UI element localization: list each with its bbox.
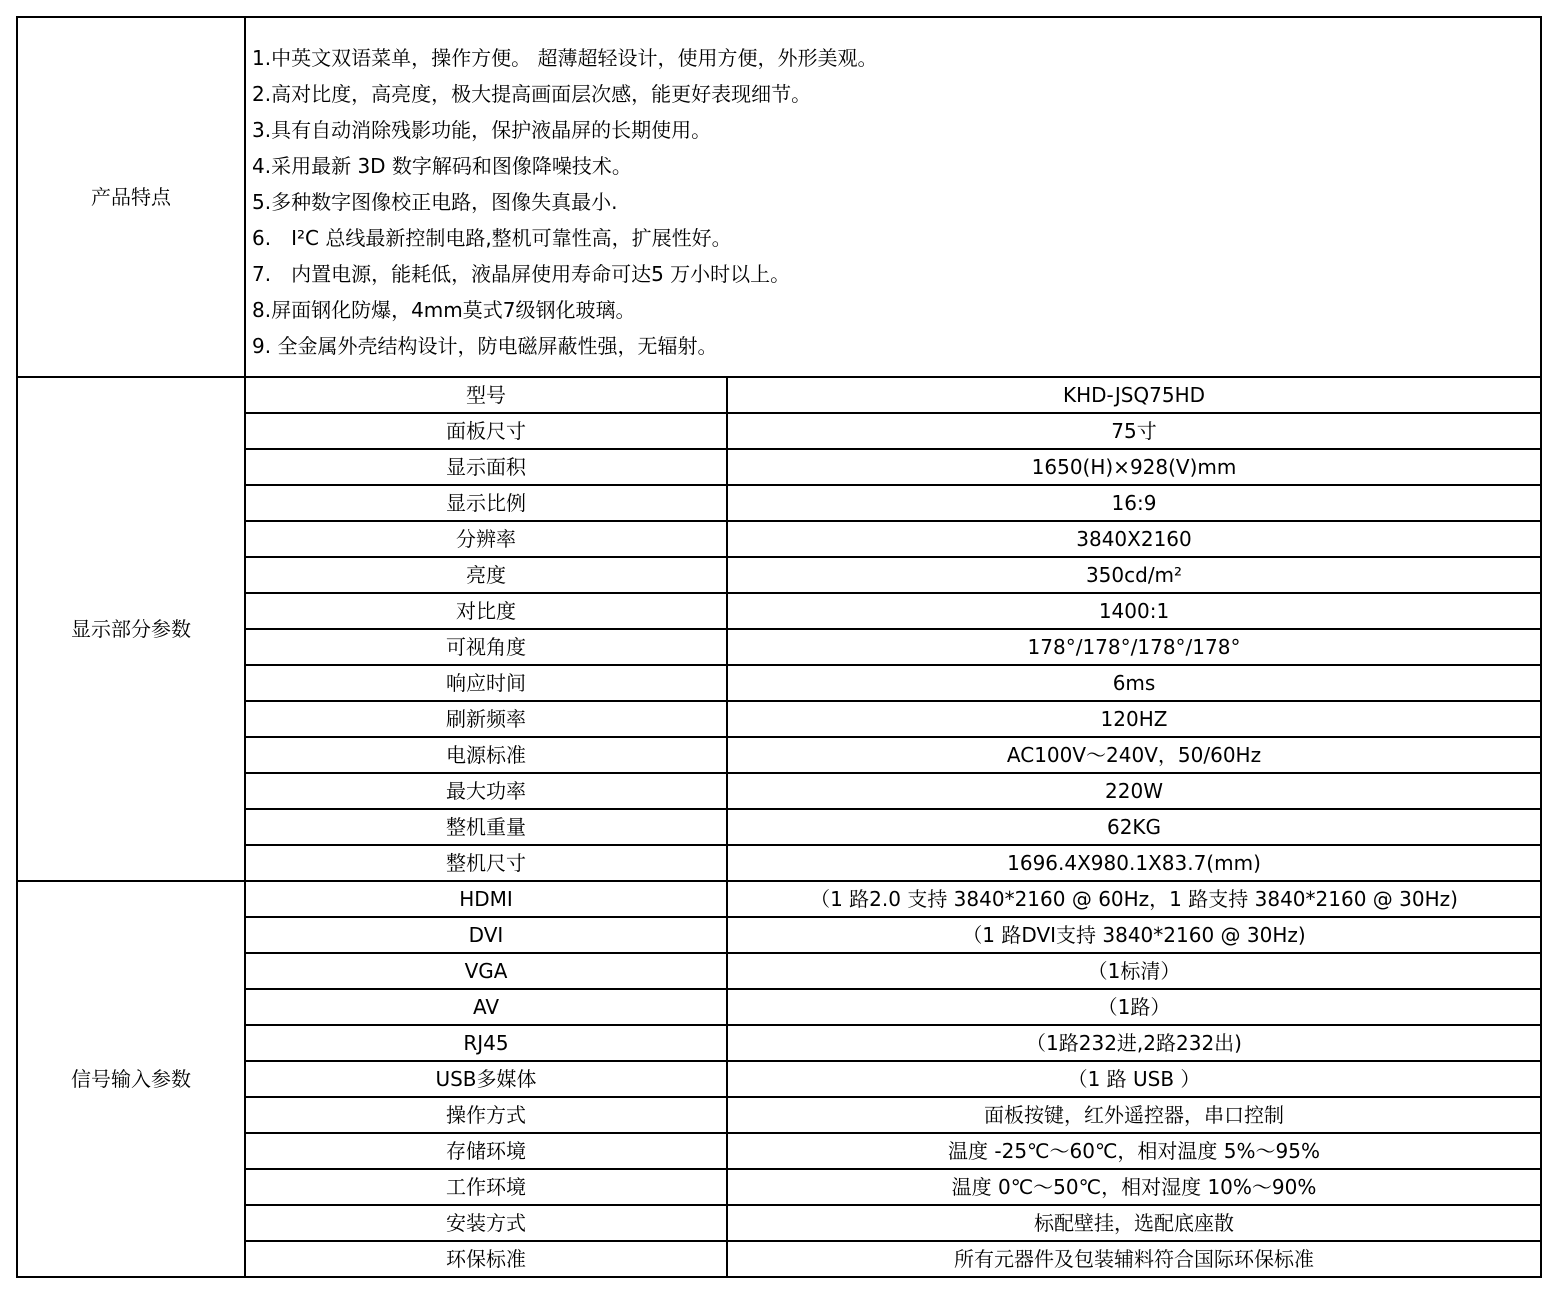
signal-param-row (17, 917, 1541, 953)
features-row (17, 17, 1541, 377)
signal-section-label: 信号输入参数 (17, 881, 245, 1277)
signal-param-row (17, 953, 1541, 989)
display-param-row (17, 377, 1541, 413)
param-value: 温度 -25℃～60℃，相对温度 5%～95% (727, 1133, 1541, 1169)
param-name: 亮度 (245, 557, 727, 593)
param-value: 标配壁挂，选配底座散 (727, 1205, 1541, 1241)
display-param-row (17, 665, 1541, 701)
signal-param-row (17, 1169, 1541, 1205)
param-name: RJ45 (245, 1025, 727, 1061)
param-value: 温度 0℃～50℃，相对湿度 10%～90% (727, 1169, 1541, 1205)
param-name: 电源标准 (245, 737, 727, 773)
display-param-row (17, 629, 1541, 665)
feature-item: 7. 内置电源，能耗低，液晶屏使用寿命可达5 万小时以上。 (252, 262, 791, 286)
display-param-row (17, 845, 1541, 881)
param-name: 对比度 (245, 593, 727, 629)
param-value: （1 路DVI支持 3840*2160 @ 30Hz) (727, 917, 1541, 953)
param-value: 3840X2160 (727, 521, 1541, 557)
display-section-label: 显示部分参数 (17, 377, 245, 881)
param-value: 220W (727, 773, 1541, 809)
param-value: 75寸 (727, 413, 1541, 449)
param-name: 显示面积 (245, 449, 727, 485)
param-name: HDMI (245, 881, 727, 917)
param-value: （1标清） (727, 953, 1541, 989)
param-name: 可视角度 (245, 629, 727, 665)
signal-param-row (17, 1097, 1541, 1133)
param-value: 178°/178°/178°/178° (727, 629, 1541, 665)
param-value: KHD-JSQ75HD (727, 377, 1541, 413)
feature-item: 8.屏面钢化防爆，4mm莫式7级钢化玻璃。 (252, 298, 636, 322)
display-param-row (17, 809, 1541, 845)
display-param-row (17, 449, 1541, 485)
param-value: （1路232进,2路232出) (727, 1025, 1541, 1061)
display-param-row (17, 773, 1541, 809)
param-name: 面板尺寸 (245, 413, 727, 449)
signal-param-row (17, 1205, 1541, 1241)
param-value: 350cd/m² (727, 557, 1541, 593)
signal-param-row (17, 881, 1541, 917)
param-name: AV (245, 989, 727, 1025)
param-name: 响应时间 (245, 665, 727, 701)
signal-param-row (17, 989, 1541, 1025)
display-param-row (17, 737, 1541, 773)
signal-param-row (17, 1241, 1541, 1277)
param-name: USB多媒体 (245, 1061, 727, 1097)
param-value: （1 路2.0 支持 3840*2160 @ 60Hz，1 路支持 3840*2160 @ 30Hz) (727, 881, 1541, 917)
display-param-row (17, 701, 1541, 737)
param-name: 刷新频率 (245, 701, 727, 737)
param-value: AC100V～240V，50/60Hz (727, 737, 1541, 773)
param-name: DVI (245, 917, 727, 953)
display-param-row (17, 521, 1541, 557)
param-value: 所有元器件及包装辅料符合国际环保标准 (727, 1241, 1541, 1277)
param-name: 工作环境 (245, 1169, 727, 1205)
param-value: 120HZ (727, 701, 1541, 737)
param-value: 1650(H)×928(V)mm (727, 449, 1541, 485)
feature-item: 3.具有自动消除残影功能，保护液晶屏的长期使用。 (252, 118, 712, 142)
param-name: 整机重量 (245, 809, 727, 845)
param-name: 最大功率 (245, 773, 727, 809)
display-param-row (17, 413, 1541, 449)
feature-item: 4.采用最新 3D 数字解码和图像降噪技术。 (252, 154, 632, 178)
param-name: 安装方式 (245, 1205, 727, 1241)
feature-item: 9. 全金属外壳结构设计，防电磁屏蔽性强，无辐射。 (252, 334, 718, 358)
param-name: 型号 (245, 377, 727, 413)
param-value: 62KG (727, 809, 1541, 845)
param-name: 分辨率 (245, 521, 727, 557)
feature-item: 6. I²C 总线最新控制电路,整机可靠性高，扩展性好。 (252, 226, 732, 250)
param-value: 1696.4X980.1X83.7(mm) (727, 845, 1541, 881)
param-value: 16:9 (727, 485, 1541, 521)
param-value: 1400:1 (727, 593, 1541, 629)
signal-param-row (17, 1025, 1541, 1061)
spec-table-body (17, 17, 1541, 1277)
param-name: 显示比例 (245, 485, 727, 521)
features-list (245, 17, 1541, 377)
display-param-row (17, 593, 1541, 629)
feature-item: 5.多种数字图像校正电路，图像失真最小. (252, 190, 618, 214)
features-label: 产品特点 (17, 17, 245, 377)
feature-item: 1.中英文双语菜单，操作方便。 超薄超轻设计，使用方便，外形美观。 (252, 46, 878, 70)
param-name: 整机尺寸 (245, 845, 727, 881)
param-value: （1 路 USB ） (727, 1061, 1541, 1097)
display-param-row (17, 557, 1541, 593)
param-value: 面板按键，红外遥控器，串口控制 (727, 1097, 1541, 1133)
param-value: （1路） (727, 989, 1541, 1025)
spec-table (16, 16, 1542, 1278)
display-param-row (17, 485, 1541, 521)
param-name: 操作方式 (245, 1097, 727, 1133)
signal-param-row (17, 1061, 1541, 1097)
signal-param-row (17, 1133, 1541, 1169)
feature-item: 2.高对比度，高亮度，极大提高画面层次感，能更好表现细节。 (252, 82, 812, 106)
param-name: 存储环境 (245, 1133, 727, 1169)
param-name: VGA (245, 953, 727, 989)
param-name: 环保标准 (245, 1241, 727, 1277)
param-value: 6ms (727, 665, 1541, 701)
